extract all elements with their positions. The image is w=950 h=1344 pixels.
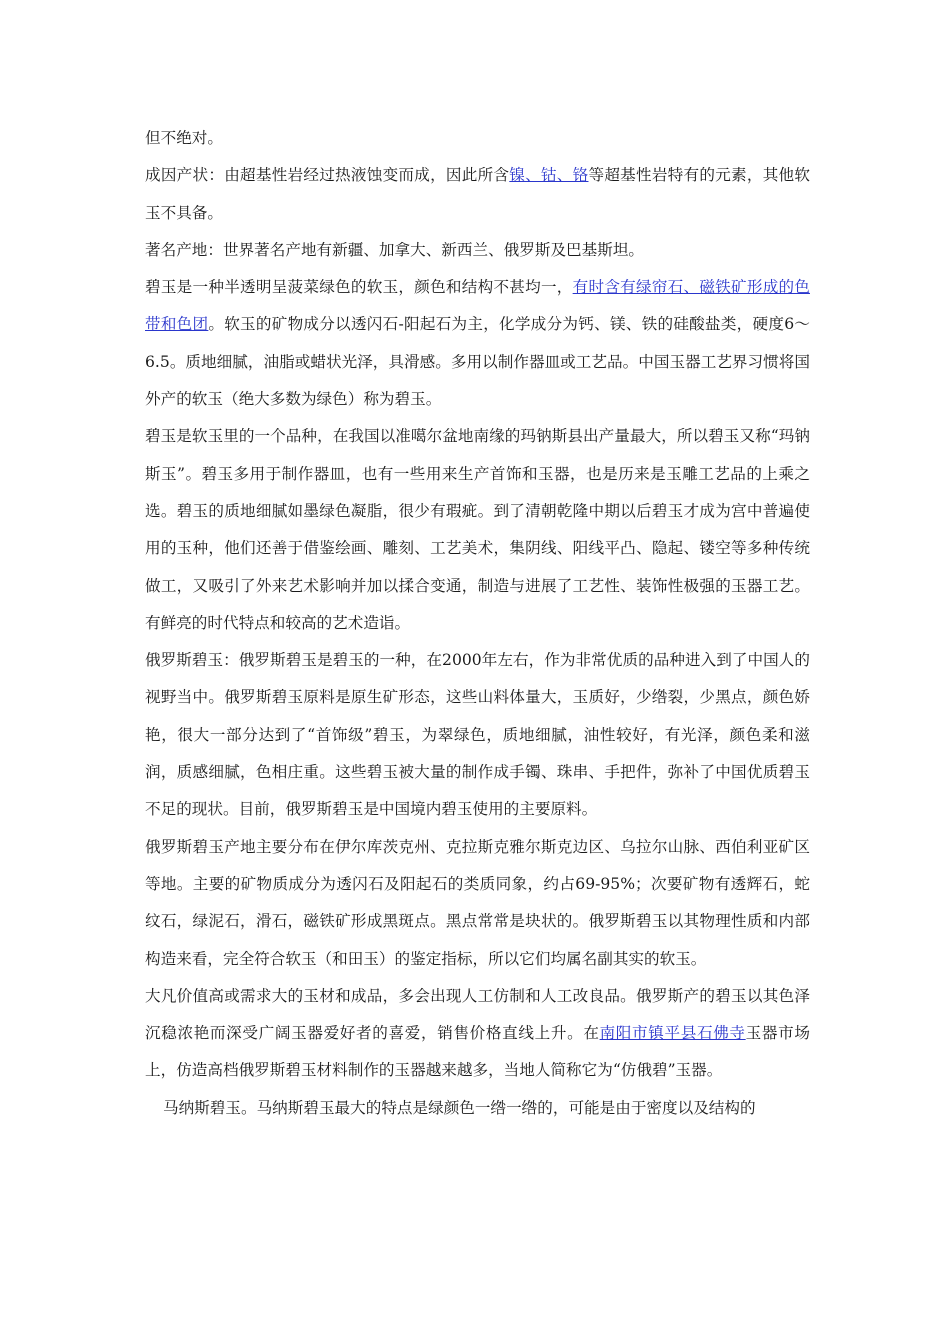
text-run: 但不绝对。 (145, 129, 223, 147)
paragraph-p6 (145, 642, 810, 828)
text-run: 玉器市场上，仿造高档俄罗斯碧玉材料制作的玉器越来越多，当地人简称它为“仿俄碧”玉器。 (145, 1024, 810, 1080)
hyperlink[interactable]: 南阳市镇平县石佛寺 (599, 1024, 746, 1043)
text-run: 碧玉是一种半透明呈菠菜绿色的软玉，颜色和结构不甚均一， (145, 278, 573, 297)
paragraph-p4 (145, 269, 810, 418)
text-run: 俄罗斯碧玉产地主要分布在伊尔库茨克州、克拉斯克雅尔斯克边区、乌拉尔山脉、西伯利亚矿区等地。主要的矿物质成分为透闪石及阳起石的类质同象，约占69-95%；次要矿物有透辉石，蛇纹石，绿泥石，滑石，磁铁矿形成黑斑点。黑点常常是块状的。俄罗斯碧玉以其物理性质和内部构造来看，完全符合软玉（和田玉）的鉴定指标，所以它们均属名副其实的软玉。 (145, 837, 810, 968)
paragraph-p2 (145, 157, 810, 232)
paragraph-p8 (145, 978, 810, 1090)
text-run: 。软玉的矿物成分以透闪石-阳起石为主，化学成分为钙、镁、铁的硅酸盐类，硬度6～6.5。质地细腻，油脂或蜡状光泽，具滑感。多用以制作器皿或工艺品。中国玉器工艺界习惯将国外产的软玉（绝大多数为绿色）称为碧玉。 (145, 315, 810, 409)
text-run: 碧玉是软玉里的一个品种，在我国以准噶尔盆地南缘的玛钠斯县出产量最大，所以碧玉又称“玛钠斯玉”。碧玉多用于制作器皿，也有一些用来生产首饰和玉器，也是历来是玉雕工艺品的上乘之选。碧玉的质地细腻如墨绿色凝脂，很少有瑕疵。到了清朝乾隆中期以后碧玉才成为宫中普遍使用的玉种，他们还善于借鉴绘画、雕刻、工艺美术，集阴线、阳线平凸、隐起、镂空等多种传统做工，又吸引了外来艺术影响并加以揉合变通，制造与进展了工艺性、装饰性极强的玉器工艺。有鲜亮的时代特点和较高的艺术造诣。 (145, 427, 810, 632)
text-run: 大凡价值高或需求大的玉材和成品，多会出现人工仿制和人工改良品。俄罗斯产的碧玉以其色泽沉稳浓艳而深受广阔玉器爱好者的喜爱，销售价格直线上升。在 (145, 986, 810, 1043)
text-run: 俄罗斯碧玉：俄罗斯碧玉是碧玉的一种，在2000年左右，作为非常优质的品种进入到了中国人的视野当中。俄罗斯碧玉原料是原生矿形态，这些山料体量大，玉质好，少绺裂，少黑点，颜色娇艳，很大一部分达到了“首饰级”碧玉，为翠绿色，质地细腻，油性较好，有光泽，颜色柔和滋润，质感细腻，色相庄重。这些碧玉被大量的制作成手镯、珠串、手把件，弥补了中国优质碧玉不足的现状。目前，俄罗斯碧玉是中国境内碧玉使用的主要原料。 (145, 651, 810, 819)
text-run: 著名产地：世界著名产地有新疆、加拿大、新西兰、俄罗斯及巴基斯坦。 (145, 240, 645, 259)
text-run: 马纳斯碧玉。马纳斯碧玉最大的特点是绿颜色一绺一绺的，可能是由于密度以及结构的 (163, 1098, 756, 1117)
paragraph-p3 (145, 232, 810, 269)
paragraph-p1 (145, 120, 810, 157)
paragraph-p5 (145, 418, 810, 642)
text-run: 成因产状：由超基性岩经过热液蚀变而成，因此所含 (145, 166, 510, 185)
paragraph-p7 (145, 829, 810, 978)
hyperlink[interactable]: 有时含有绿帘石、磁铁矿形成的色带和色团 (145, 278, 810, 334)
hyperlink[interactable]: 镍、钴、铬 (509, 166, 589, 185)
text-run: 等超基性岩特有的元素，其他软玉不具备。 (145, 166, 810, 222)
paragraph-p9 (145, 1090, 810, 1127)
document-body (145, 120, 810, 1127)
